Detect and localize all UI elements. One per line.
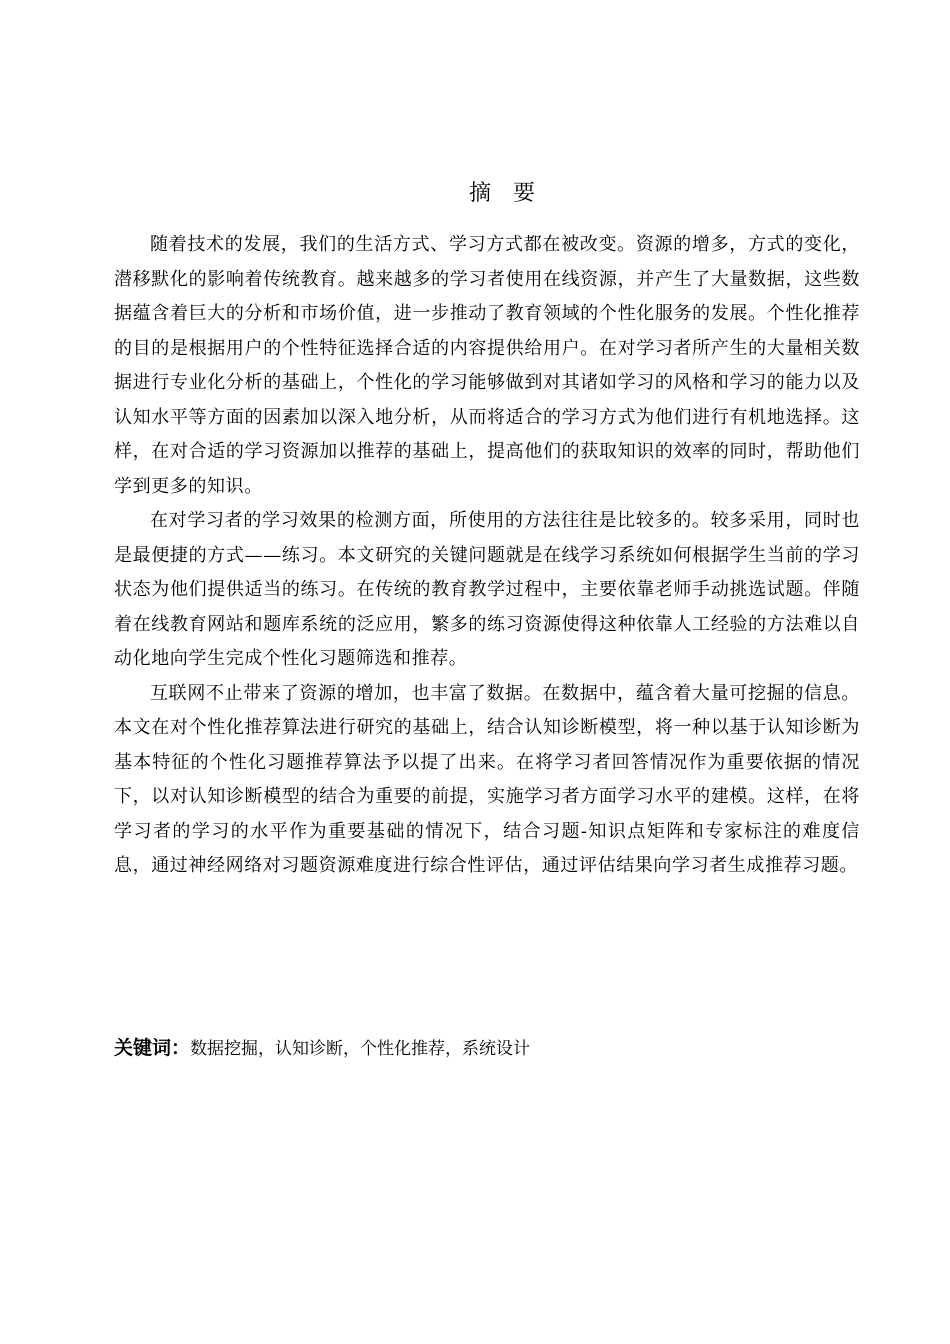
abstract-body xyxy=(114,228,860,884)
abstract-paragraph-2: 在对学习者的学习效果的检测方面，所使用的方法往往是比较多的。较多采用，同时也是最便捷的方式——练习。本文研究的关键问题就是在线学习系统如何根据学生当前的学习状态为他们提供适当的练习。在传统的教育教学过程中，主要依靠老师手动挑选试题。伴随着在线教育网站和题库系统的泛应用，繁多的练习资源使得这种依靠人工经验的方法难以自动化地向学生完成个性化习题筛选和推荐。 xyxy=(114,510,860,669)
keywords-line xyxy=(114,1034,860,1063)
keywords-value: 数据挖掘，认知诊断，个性化推荐，系统设计 xyxy=(190,1039,531,1059)
abstract-paragraph-1: 随着技术的发展，我们的生活方式、学习方式都在被改变。资源的增多，方式的变化，潜移默化的影响着传统教育。越来越多的学习者使用在线资源，并产生了大量数据，这些数据蕴含着巨大的分析和市场价值，进一步推动了教育领域的个性化服务的发展。个性化推荐的目的是根据用户的个性特征选择合适的内容提供给用户。在对学习者所产生的大量相关数据进行专业化分析的基础上，个性化的学习能够做到对其诸如学习的风格和学习的能力以及认知水平等方面的因素加以深入地分析，从而将适合的学习方式为他们进行有机地选择。这样，在对合适的学习资源加以推荐的基础上，提高他们的获取知识的效率的同时，帮助他们学到更多的知识。 xyxy=(114,234,860,497)
abstract-paragraph-3: 互联网不止带来了资源的增加，也丰富了数据。在数据中，蕴含着大量可挖掘的信息。本文在对个性化推荐算法进行研究的基础上，结合认知诊断模型，将一种以基于认知诊断为基本特征的个性化习题推荐算法予以提了出来。在将学习者回答情况作为重要依据的情况下，以对认知诊断模型的结合为重要的前提，实施学习者方面学习水平的建模。这样，在将学习者的学习的水平作为重要基础的情况下，结合习题-知识点矩阵和专家标注的难度信息，通过神经网络对习题资源难度进行综合性评估，通过评估结果向学习者生成推荐习题。 xyxy=(114,682,860,876)
abstract-title: 摘要 xyxy=(468,181,557,206)
keywords-label: 关键词： xyxy=(114,1037,191,1059)
